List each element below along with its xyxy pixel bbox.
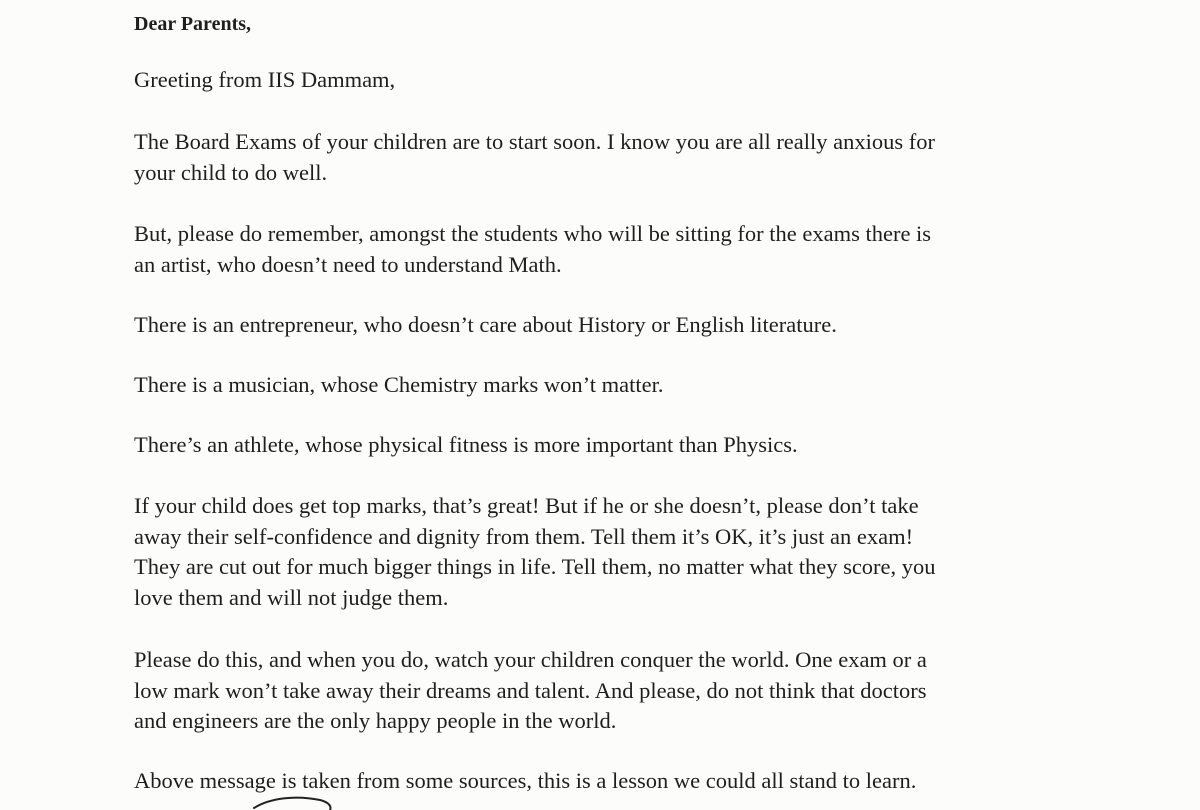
paragraph-please-do-this	[134, 645, 1134, 737]
greeting-line	[134, 65, 1134, 96]
signature-stroke	[250, 794, 340, 810]
text-line: Please do this, and when you do, watch your children conquer the world. One exam or a	[134, 647, 927, 672]
text-line: your child to do well.	[134, 159, 328, 185]
text-line: love them and will not judge them.	[134, 584, 449, 610]
text-line: The Board Exams of your children are to start soon. I know you are all really anxious for	[134, 129, 936, 154]
text-line: They are cut out for much bigger things in life. Tell them, no matter what they score, you	[134, 554, 936, 579]
text-line: low mark won’t take away their dreams and talent. And please, do not think that doctors	[134, 677, 927, 703]
text-line: There is an entrepreneur, who doesn’t care about History or English literature.	[134, 312, 837, 337]
paragraph-athlete	[134, 430, 1134, 461]
text-line: Greeting from IIS Dammam,	[134, 67, 396, 92]
paragraph-top-marks	[134, 491, 1134, 613]
paragraph-entrepreneur	[134, 310, 1134, 341]
text-line: and engineers are the only happy people in the world.	[134, 708, 617, 733]
text-line: away their self-confidence and dignity from them. Tell them it’s OK, it’s just an exam!	[134, 523, 914, 549]
text-line: If your child does get top marks, that’s great! But if he or she doesn’t, please don’t take	[134, 493, 919, 518]
text-line: an artist, who doesn’t need to understand Math.	[134, 251, 562, 277]
paragraph-musician	[134, 370, 1134, 401]
text-line: But, please do remember, amongst the students who will be sitting for the exams there is	[134, 221, 932, 246]
paragraph-above-message	[134, 766, 1134, 797]
paragraph-remember	[134, 219, 1134, 280]
salutation: Dear Parents,	[134, 13, 252, 35]
paragraph-board-exams	[134, 127, 1134, 188]
text-line: There is a musician, whose Chemistry marks won’t matter.	[134, 372, 664, 397]
text-line: There’s an athlete, whose physical fitness is more important than Physics.	[134, 432, 798, 457]
text-line: Above message is taken from some sources, this is a lesson we could all stand to learn.	[134, 768, 917, 793]
